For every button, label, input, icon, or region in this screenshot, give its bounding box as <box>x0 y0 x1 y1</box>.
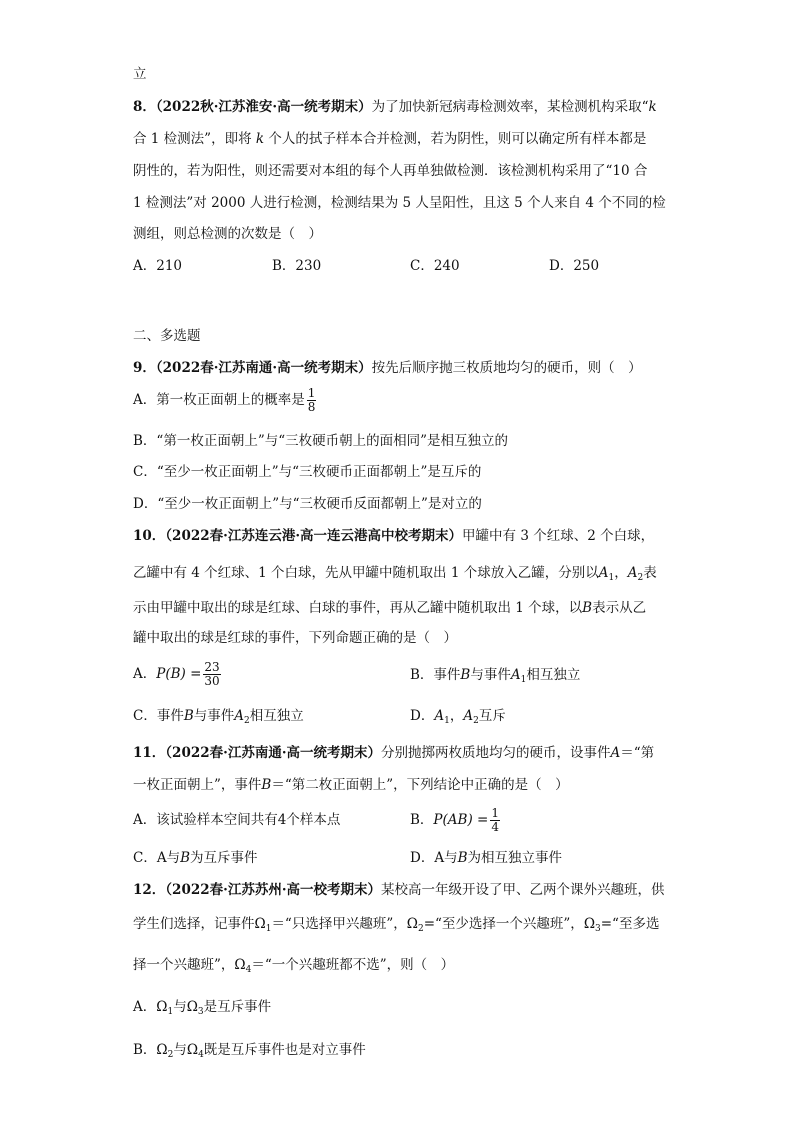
q9-option-a: A．第一枚正面朝上的概率是 $\frac{1}{8}$ <box>133 386 316 414</box>
q8-source: （2022秋·江苏淮安·高一统考期末） <box>155 99 372 115</box>
q11-option-c: C．A与B为互斥事件 <box>133 850 258 866</box>
q12-line-2: 学生们选择，记事件$\Omega_1=“$只选择甲兴趣班”，$\Omega_2=“$至少选择一个兴趣班”，$\Omega_3=“$至多选 <box>133 916 660 934</box>
q10-option-c: C．事件B与事件$A_2$相互独立 <box>133 708 304 726</box>
fraction: $\frac{1}{4}$ <box>491 806 499 834</box>
q8-number: 8． <box>133 99 156 115</box>
q8-option-c: C．240 <box>410 258 460 274</box>
q9-option-c: C．“至少一枚正面朝上”与“三枚硬币正面都朝上”是互斥的 <box>133 464 482 480</box>
q8-line-4: 1 检测法”对 2000 人进行检测，检测结果为 5 人呈阳性，且这 5 个人来自 4 个不同的检 <box>133 195 666 211</box>
q12-line-3: 择一个兴趣班”，$\Omega_4=“$一个兴趣班都不选”，则（ ） <box>133 957 455 975</box>
section-heading: 二、多选题 <box>133 328 201 344</box>
q10-option-a: A．P(B) = $\frac{23}{30}$ <box>133 660 220 688</box>
q11-line-1: 11．（2022春·江苏南通·高一统考期末）分别抛掷两枚质地均匀的硬币，设事件A＝“第 <box>133 745 655 761</box>
q10-line-2: 乙罐中有 4 个红球、1 个白球，先从甲罐中随机取出 1 个球放入乙罐，分别以$A_1$，$A_2$表 <box>133 565 657 583</box>
q11-option-a: A．该试验样本空间共有4个样本点 <box>133 812 341 828</box>
q12-option-b: B．$\Omega_2$与$\Omega_4$既是互斥事件也是对立事件 <box>133 1042 366 1060</box>
q10-option-b: B．事件B与事件$A_1$相互独立 <box>410 667 581 685</box>
q9-line-1: 9．（2022春·江苏南通·高一统考期末）按先后顺序抛三枚质地均匀的硬币，则（ ） <box>133 360 642 376</box>
q9-option-b: B．“第一枚正面朝上”与“三枚硬币朝上的面相同”是相互独立的 <box>133 433 509 449</box>
q10-line-3: 示由甲罐中取出的球是红球、白球的事件，再从乙罐中随机取出 1 个球，以B表示从乙 <box>133 600 647 616</box>
q12-line-1: 12．（2022春·江苏苏州·高一校考期末）某校高一年级开设了甲、乙两个课外兴趣班，供 <box>133 882 665 898</box>
q10-option-d: D．$A_1$，$A_2$互斥 <box>410 708 506 726</box>
top-fragment: 立 <box>133 66 147 82</box>
q9-option-d: D．“至少一枚正面朝上”与“三枚硬币反面都朝上”是对立的 <box>133 496 482 512</box>
fraction: $\frac{1}{8}$ <box>307 386 316 414</box>
q8-option-b: B．230 <box>272 258 322 274</box>
q10-line-1: 10．（2022春·江苏连云港·高一连云港高中校考期末）甲罐中有 3 个红球、2 个白球， <box>133 528 655 544</box>
q8-line-1: 8．（2022秋·江苏淮安·高一统考期末）为了加快新冠病毒检测效率，某检测机构采取“k <box>133 99 657 115</box>
q8-option-a: A．210 <box>133 258 183 274</box>
q10-line-4: 罐中取出的球是红球的事件，下列命题正确的是（ ） <box>133 630 457 646</box>
q11-option-b: B．P(AB) = $\frac{1}{4}$ <box>410 806 499 834</box>
q8-line-5: 测组，则总检测的次数是（ ） <box>133 226 322 242</box>
fraction: $\frac{23}{30}$ <box>204 660 220 688</box>
q11-option-d: D．A与B为相互独立事件 <box>410 850 562 866</box>
q8-line-3: 阴性的，若为阳性，则还需要对本组的每个人再单独做检测．该检测机构采用了“10 合 <box>133 163 648 179</box>
q8-option-d: D．250 <box>549 258 600 274</box>
q12-option-a: A．$\Omega_1$与$\Omega_3$是互斥事件 <box>133 999 272 1017</box>
q8-line-2: 合 1 检测法”，即将 k 个人的拭子样本合并检测，若为阴性，则可以确定所有样本都是 <box>133 131 647 147</box>
q11-line-2: 一枚正面朝上”，事件B＝“第二枚正面朝上”，下列结论中正确的是（ ） <box>133 777 569 793</box>
